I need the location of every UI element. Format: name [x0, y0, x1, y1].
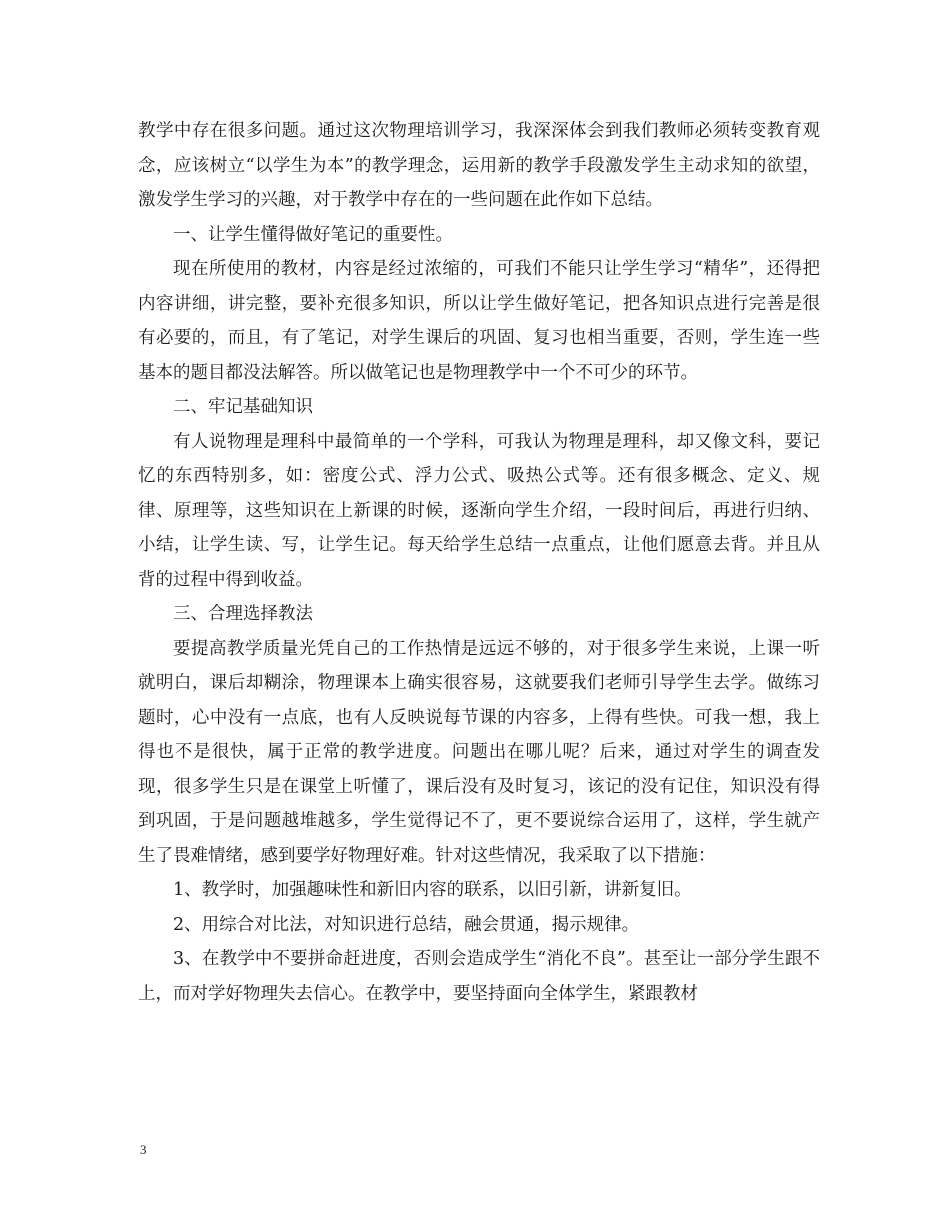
heading-section-3: 三、合理选择教法	[173, 604, 313, 624]
heading-section-1: 一、让学生懂得做好笔记的重要性。	[173, 224, 453, 245]
document-body	[138, 114, 820, 1011]
page-number: 3	[140, 1142, 147, 1157]
paragraph-section-3: 要提高教学质量光凭自己的工作热情是远远不够的，对于很多学生来说，上课一听就明白，课后却糊涂，物理课本上确实很容易，这就要我们老师引导学生去学。做练习题时，心中没有一点底，也有人反映说每节课的内容多，上得有些快。可我一想，我上得也不是很快，属于正常的教学进度。问题出在哪儿呢？后来，通过对学生的调查发现，很多学生只是在课堂上听懂了，课后没有及时复习，该记的没有记住，知识没有得到巩固，于是问题越堆越多，学生觉得记不了，更不要说综合运用了，这样，学生就产生了畏难情绪，感到要学好物理好难。针对这些情况，我采取了以下措施：	[138, 638, 820, 866]
list-item-measure-1: 1、教学时，加强趣味性和新旧内容的联系，以旧引新，讲新复旧。	[173, 880, 692, 900]
paragraph-intro: 教学中存在很多问题。通过这次物理培训学习，我深深体会到我们教师必须转变教育观念，应该树立“以学生为本”的教学理念，运用新的教学手段激发学生主动求知的欲望，激发学生学习的兴趣，对于教学中存在的一些问题在此作如下总结。	[138, 121, 820, 210]
list-item-measure-3: 3、在教学中不要拼命赶进度，否则会造成学生“消化不良”。甚至让一部分学生跟不上，而对学好物理失去信心。在教学中，要坚持面向全体学生，紧跟教材	[138, 949, 820, 1004]
paragraph-section-2: 有人说物理是理科中最简单的一个学科，可我认为物理是理科，却又像文科，要记忆的东西特别多，如：密度公式、浮力公式、吸热公式等。还有很多概念、定义、规律、原理等，这些知识在上新课的时候，逐渐向学生介绍，一段时间后，再进行归纳、小结，让学生读、写，让学生记。每天给学生总结一点重点，让他们愿意去背。并且从背的过程中得到收益。	[138, 431, 820, 590]
list-item-measure-2: 2、用综合对比法，对知识进行总结，融会贯通，揭示规律。	[173, 914, 640, 935]
paragraph-section-1: 现在所使用的教材，内容是经过浓缩的，可我们不能只让学生学习“精华”，还得把内容讲细，讲完整，要补充很多知识，所以让学生做好笔记，把各知识点进行完善是很有必要的，而且，有了笔记，对学生课后的巩固、复习也相当重要，否则，学生连一些基本的题目都没法解答。所以做笔记也是物理教学中一个不可少的环节。	[138, 259, 820, 383]
heading-section-2: 二、牢记基础知识	[173, 397, 313, 417]
